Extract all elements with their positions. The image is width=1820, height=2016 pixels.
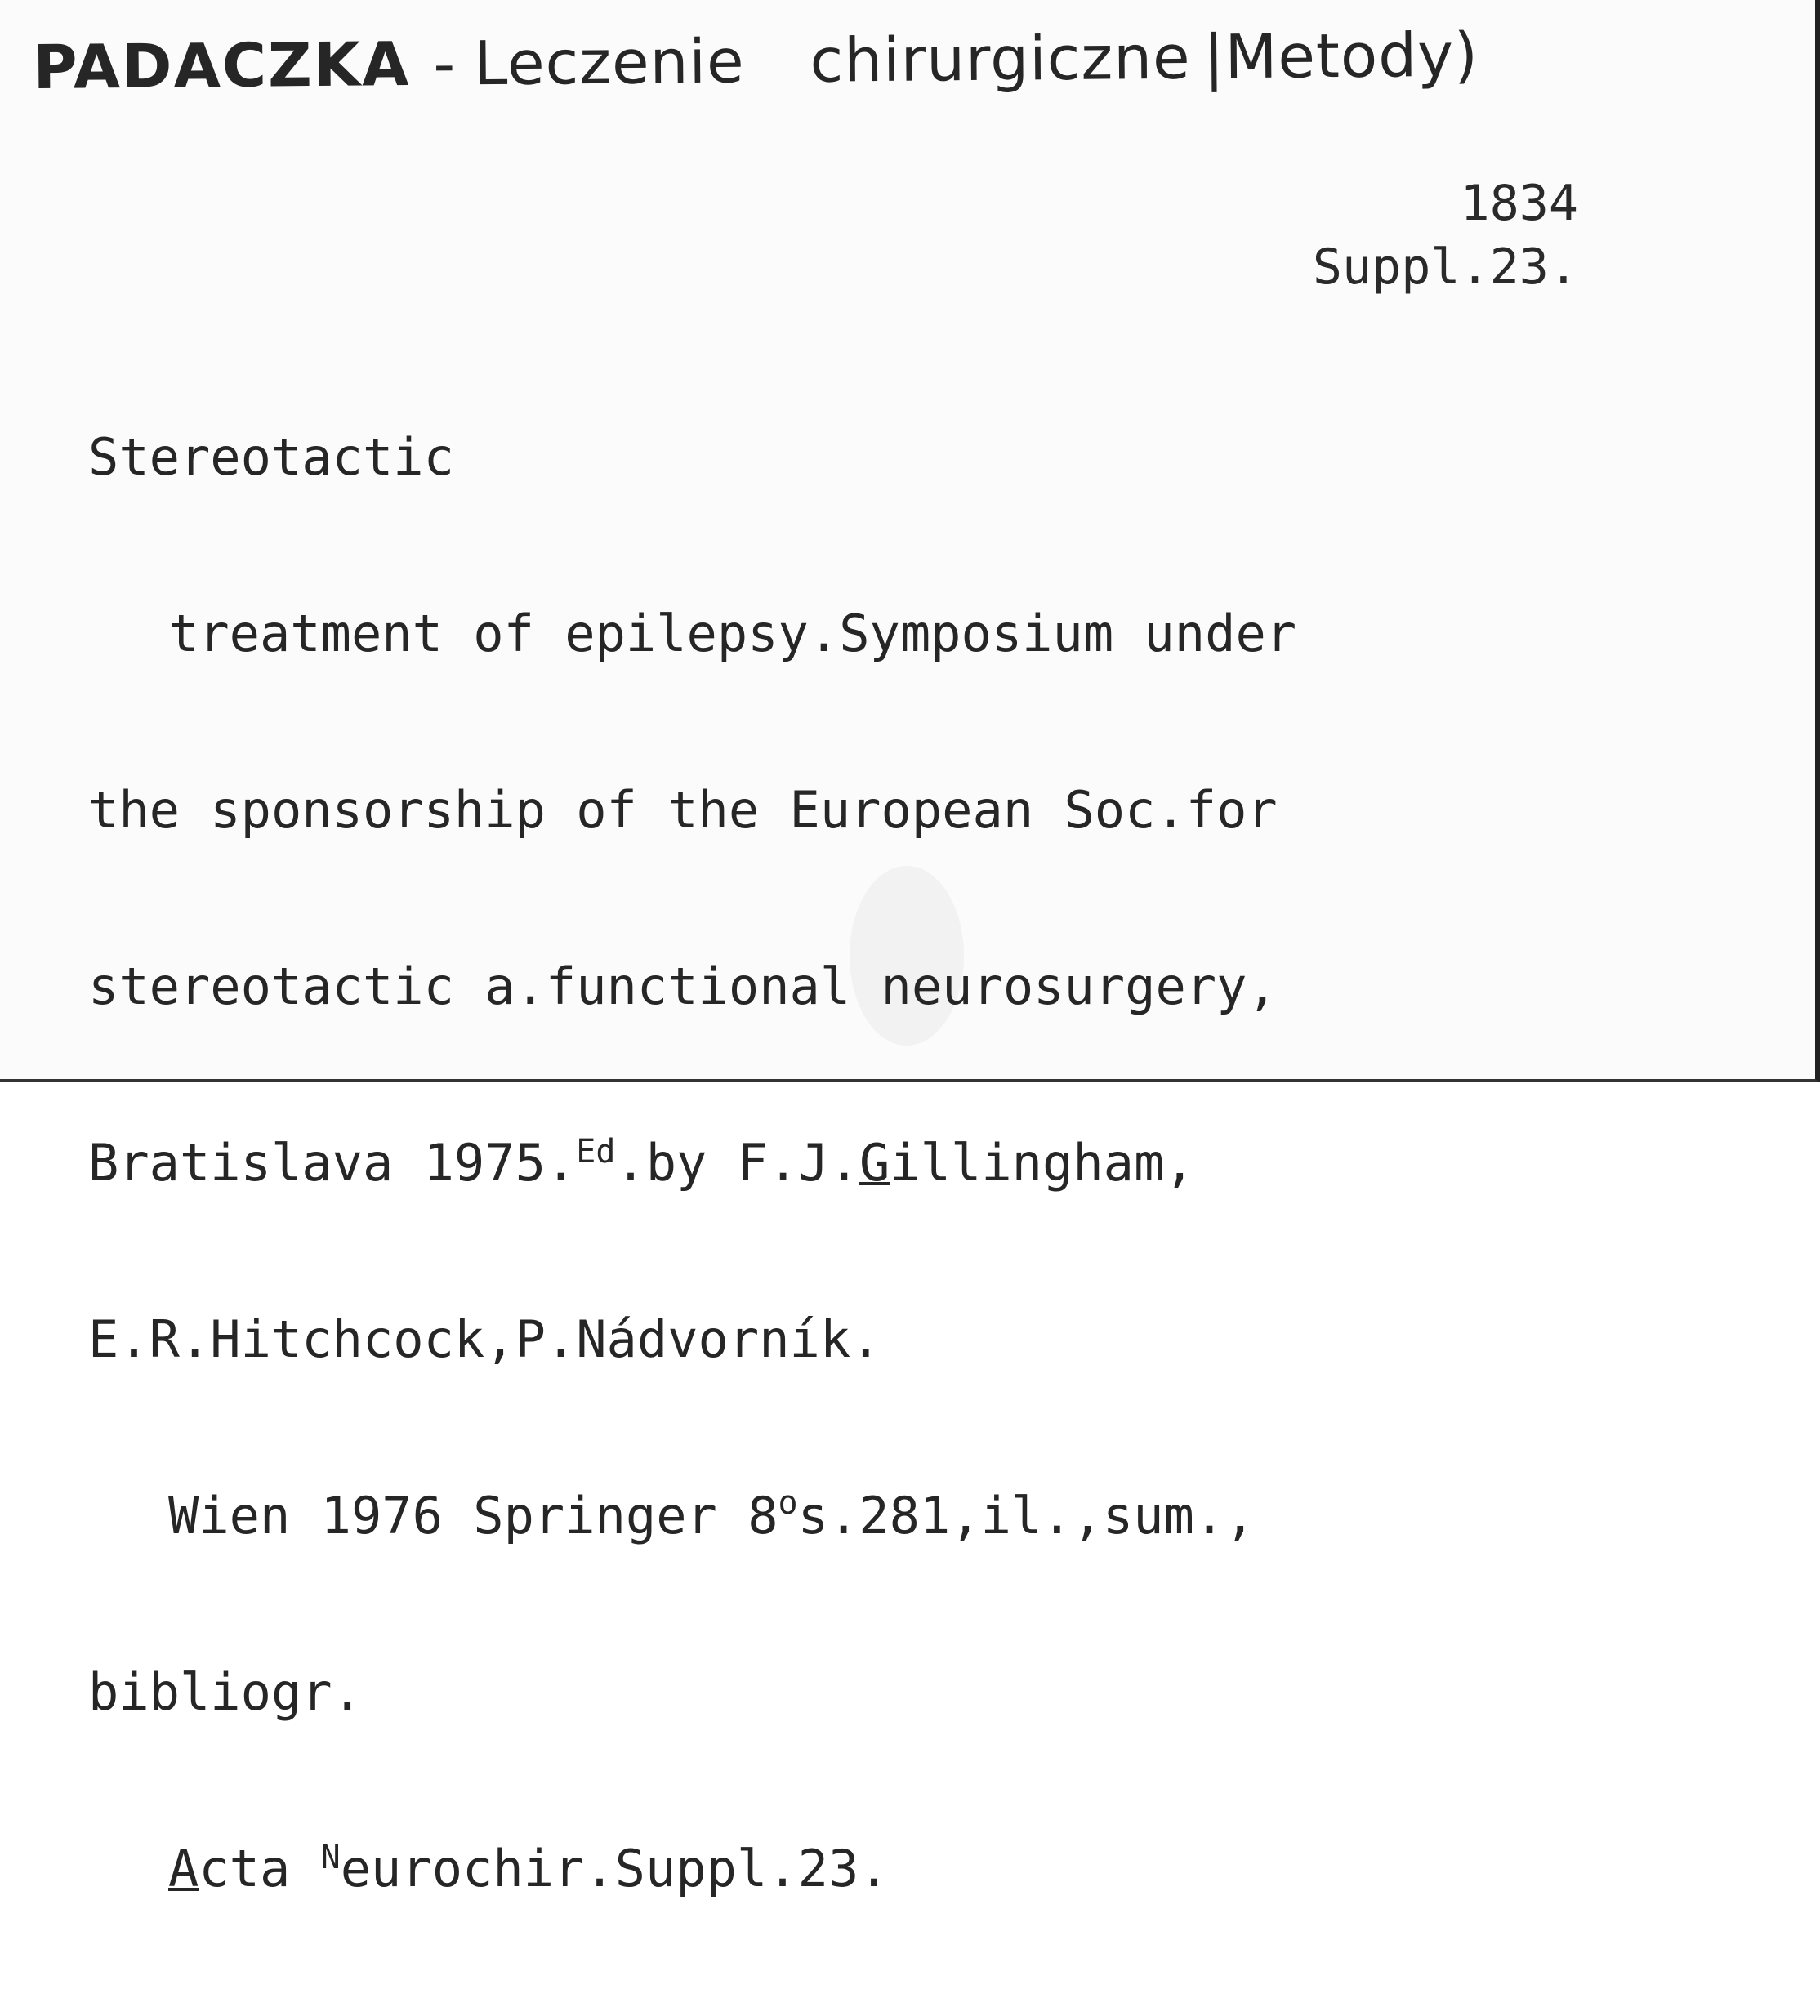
entry-line-5-pre: Bratislava 1975. [88, 1133, 577, 1193]
heading-word-chirurgiczne: chirurgiczne [810, 22, 1191, 96]
heading-bar: | [1203, 22, 1225, 93]
heading-word-leczenie: Leczenie [473, 26, 745, 100]
call-number [1313, 172, 1578, 299]
entry-line-5-sup: Ed [576, 1133, 616, 1171]
entry-line-2: treatment of epilepsy.Symposium under [168, 604, 1297, 663]
entry-line-3: the sponsorship of the European Soc.for [88, 780, 1278, 840]
entry-line-8: bibliogr. [88, 1662, 363, 1722]
entry-line-9-post: eurochir.Suppl.23. [340, 1839, 890, 1898]
entry-line-7-pre: Wien 1976 Springer 8 [168, 1486, 778, 1545]
entry-line-5-mid: .by F.J. [615, 1133, 860, 1193]
entry-line-5-post: illingham, [890, 1133, 1195, 1193]
entry-series-line [88, 1840, 1296, 1898]
bibliographic-entry [88, 310, 1296, 2016]
call-number-line2: Suppl.23. [1312, 239, 1578, 296]
heading-word-metody: Metody) [1224, 20, 1479, 93]
entry-imprint-line: Wien 1976 Springer 8os.281,il.,sum., [168, 1484, 1256, 1545]
call-number-line1: 1834 [1460, 175, 1578, 232]
entry-line-5-underlined: G [859, 1133, 890, 1193]
entry-line-6: E.R.Hitchcock,P.Nádvorník. [88, 1309, 881, 1369]
entry-line-4: stereotactic a.functional neurosurgery, [88, 957, 1278, 1016]
subject-term: PADACZKA [33, 29, 411, 103]
entry-line-5 [88, 1134, 1296, 1193]
entry-line-7-post: s.281,il.,sum., [797, 1486, 1256, 1545]
entry-line-9-sup: N [320, 1839, 341, 1876]
entry-line-9-mid: cta [199, 1839, 321, 1898]
heading-separator: - [432, 29, 457, 100]
entry-line-9-underlined: A [168, 1839, 199, 1898]
entry-title-line: Stereotactic [88, 427, 454, 487]
subject-heading [33, 20, 1479, 103]
